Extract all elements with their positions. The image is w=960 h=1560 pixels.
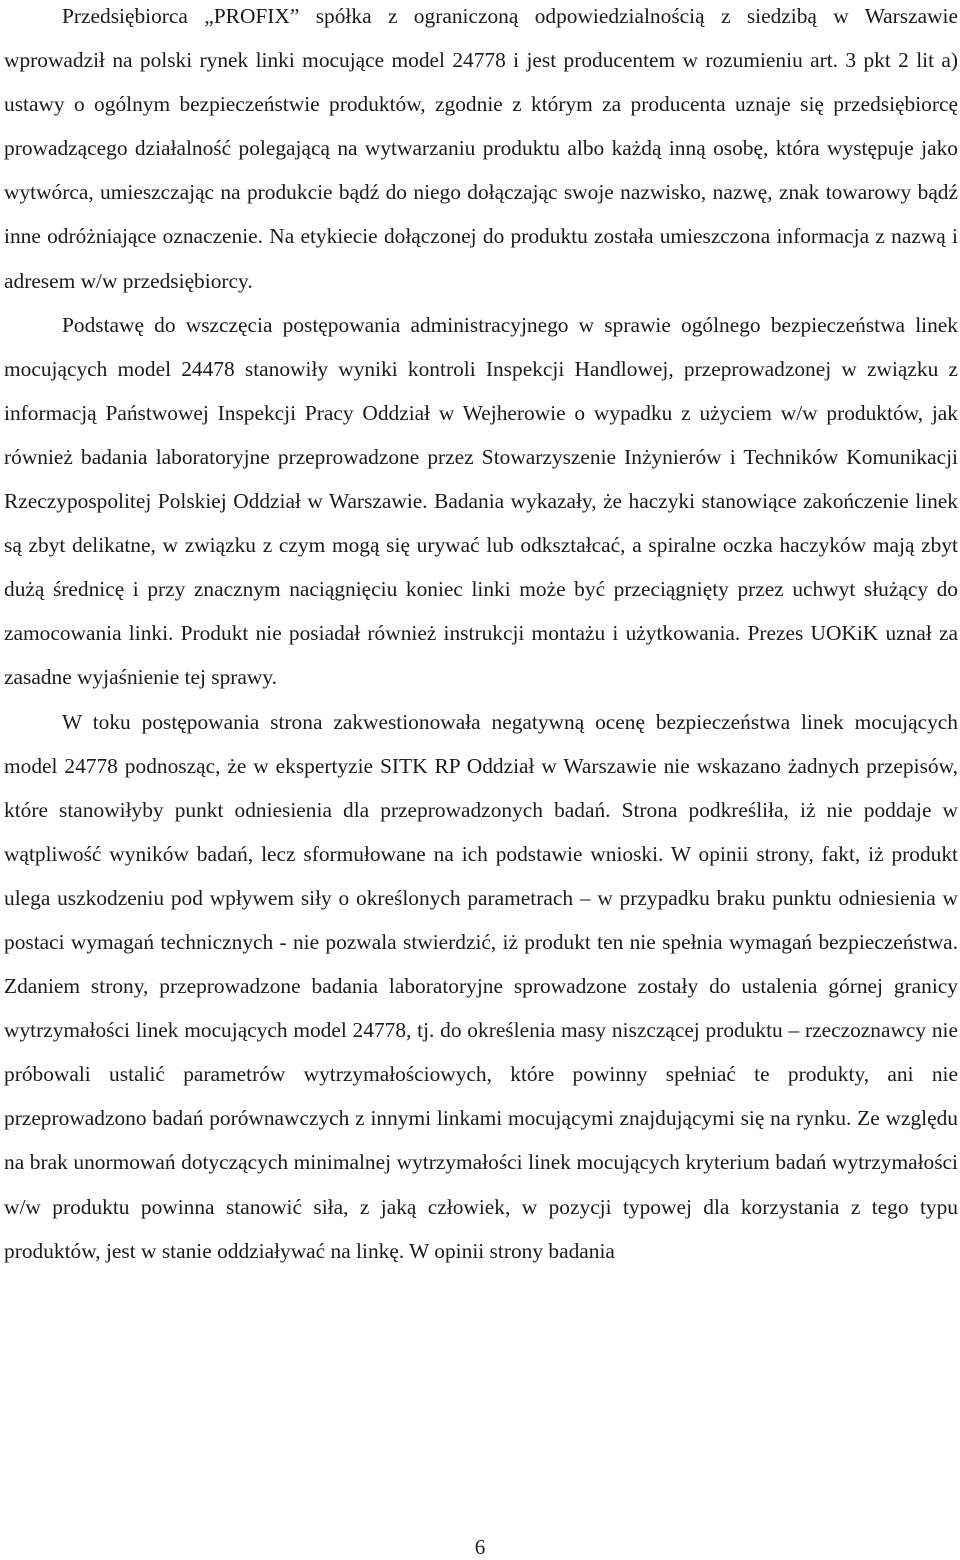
paragraph-3: W toku postępowania strona zakwestionowała negatywną ocenę bezpieczeństwa linek mocujących model 24778 podnosząc, że w ekspertyzie SITK RP Oddział w Warszawie nie wskazano żadnych przepisów, które stanowiłyby punkt odniesienia dla przeprowadzonych badań. Strona podkreśliła, iż nie poddaje w wątpliwość wyników badań, lecz sformułowane na ich podstawie wnioski. W opinii strony, fakt, iż produkt ulega uszkodzeniu pod wpływem siły o określonych parametrach – w przypadku braku punktu odniesienia w postaci wymagań technicznych - nie pozwala stwierdzić, iż produkt ten nie spełnia wymagań bezpieczeństwa. Zdaniem strony, przeprowadzone badania laboratoryjne sprowadzone zostały do ustalenia górnej granicy wytrzymałości linek mocujących model 24778, tj. do określenia masy niszczącej produktu – rzeczoznawcy nie próbowali ustalić parametrów wytrzymałościowych, które powinny spełniać te produkty, ani nie przeprowadzono badań porównawczych z innymi linkami mocującymi znajdującymi się na rynku. Ze względu na brak unormowań dotyczących minimalnej wytrzymałości linek mocujących kryterium badań wytrzymałości w/w produktu powinna stanowić siła, z jaką człowiek, w pozycji typowej dla korzystania z tego typu produktów, jest w stanie oddziaływać na linkę. W opinii strony badania bbox=[4, 709, 958, 1263]
paragraph-2: Podstawę do wszczęcia postępowania administracyjnego w sprawie ogólnego bezpieczeństwa linek mocujących model 24478 stanowiły wyniki kontroli Inspekcji Handlowej, przeprowadzonej w związku z informacją Państwowej Inspekcji Pracy Oddział w Wejherowie o wypadku z użyciem w/w produktów, jak również badania laboratoryjne przeprowadzone przez Stowarzyszenie Inżynierów i Techników Komunikacji Rzeczypospolitej Polskiej Oddział w Warszawie. Badania wykazały, że haczyki stanowiące zakończenie linek są zbyt delikatne, w związku z czym mogą się urywać lub odkształcać, a spiralne oczka haczyków mają zbyt dużą średnicę i przy znacznym naciągnięciu koniec linki może być przeciągnięty przez uchwyt służący do zamocowania linki. Produkt nie posiadał również instrukcji montażu i użytkowania. Prezes UOKiK uznał za zasadne wyjaśnienie tej sprawy. bbox=[4, 312, 958, 690]
page-number: 6 bbox=[474, 1535, 486, 1559]
paragraph-1: Przedsiębiorca „PROFIX” spółka z ograniczoną odpowiedzialnością z siedzibą w Warszawie wprowadził na polski rynek linki mocujące model 24778 i jest producentem w rozumieniu art. 3 pkt 2 lit a) ustawy o ogólnym bezpieczeństwie produktów, zgodnie z którym za producenta uznaje się przedsiębiorcę prowadzącego działalność polegającą na wytwarzaniu produktu albo każdą inną osobę, która występuje jako wytwórca, umieszczając na produkcie bądź do niego dołączając swoje nazwisko, nazwę, znak towarowy bądź inne odróżniające oznaczenie. Na etykiecie dołączonej do produktu została umieszczona informacja z nazwą i adresem w/w przedsiębiorcy. bbox=[4, 4, 958, 293]
body-text bbox=[4, 0, 958, 1273]
